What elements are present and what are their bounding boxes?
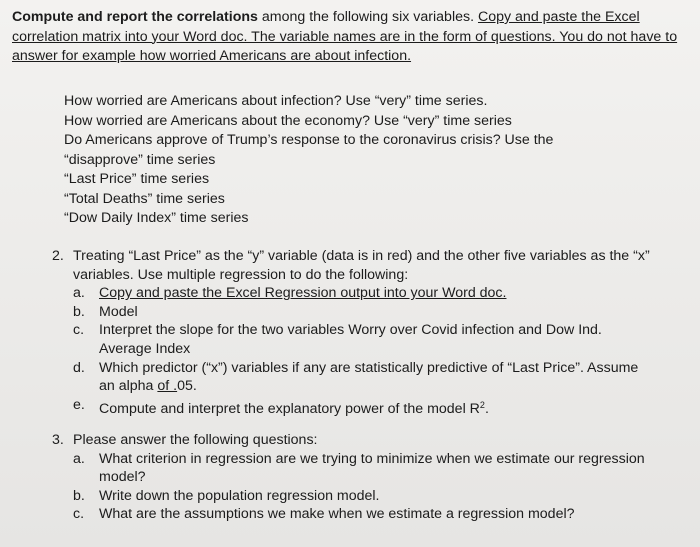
sub-item-letter: c. — [73, 506, 85, 523]
variable-item: How worried are Americans about infection? Use “very” time series. — [64, 93, 488, 109]
sub-item-b — [73, 487, 652, 506]
question-3 — [52, 431, 652, 524]
sub-item-b — [73, 303, 652, 322]
sub-item-text-underlined: of . — [157, 378, 178, 395]
sub-item-text-part: 05. — [177, 378, 197, 395]
sub-item-text: What criterion in regression are we trying to minimize when we estimate our regression model? — [99, 450, 645, 486]
intro-paragraph — [12, 8, 692, 67]
sub-item-text — [99, 359, 652, 396]
sub-item-text: Interpret the slope for the two variables Worry over Covid infection and Dow Ind. Average Index — [99, 322, 602, 357]
superscript: 2 — [479, 399, 485, 410]
sub-item-a — [73, 450, 652, 487]
sub-item-text: Model — [99, 303, 138, 320]
sub-item-text: Write down the population regression model. — [99, 487, 380, 504]
sub-item-letter: b. — [73, 303, 85, 320]
question-text: Treating “Last Price” as the “y” variable (data is in red) and the other five variables as the “x” variables. Use multiple regression to do the following: — [73, 248, 650, 283]
sub-item-letter: a. — [73, 285, 85, 302]
variable-item: “Total Deaths” time series — [64, 190, 225, 207]
sub-item-letter: b. — [73, 487, 85, 504]
variable-list — [64, 92, 624, 229]
intro-plain-text: among the following six variables. — [257, 9, 478, 25]
sub-item-text: Copy and paste the Excel Regression output into your Word doc. — [99, 285, 507, 302]
question-2 — [52, 247, 652, 418]
sub-item-text-part: Compute and interpret the explanatory power of the model R — [99, 400, 480, 417]
intro-underlined-text: Copy and paste the Excel correlation matrix into your Word doc. The variable names are in the form of questions. You do not have to answer for example how worried Americans are about infection. — [12, 9, 678, 64]
sub-item-e — [73, 396, 652, 419]
sub-item-letter: a. — [73, 450, 85, 467]
variable-item: Do Americans approve of Trump’s response to the coronavirus crisis? Use the “disapprove” time series — [64, 132, 554, 168]
sub-item-c — [73, 321, 652, 358]
question-number: 3. — [52, 432, 64, 448]
variable-item: “Last Price” time series — [64, 171, 210, 187]
intro-bold-lead: Compute and report the correlations — [12, 9, 258, 25]
sub-item-a — [73, 284, 652, 303]
sub-item-letter: d. — [73, 359, 85, 376]
sub-item-text-part: Which predictor (“x”) variables if any are statistically predictive of “Last Price”. Assume an alpha — [99, 359, 639, 395]
sub-item-letter: c. — [73, 322, 85, 339]
question-text: Please answer the following questions: — [73, 432, 318, 448]
sub-item-c — [73, 505, 652, 524]
sub-item-text-part: . — [484, 400, 489, 417]
sub-item-d — [73, 359, 652, 396]
sub-item-text — [99, 396, 652, 419]
variable-item: How worried are Americans about the economy? Use “very” time series — [64, 112, 512, 129]
sub-item-letter: e. — [73, 396, 85, 413]
variable-item: “Dow Daily Index” time series — [64, 210, 249, 226]
sub-item-text: What are the assumptions we make when we estimate a regression model? — [99, 506, 575, 523]
question-number: 2. — [52, 248, 64, 264]
